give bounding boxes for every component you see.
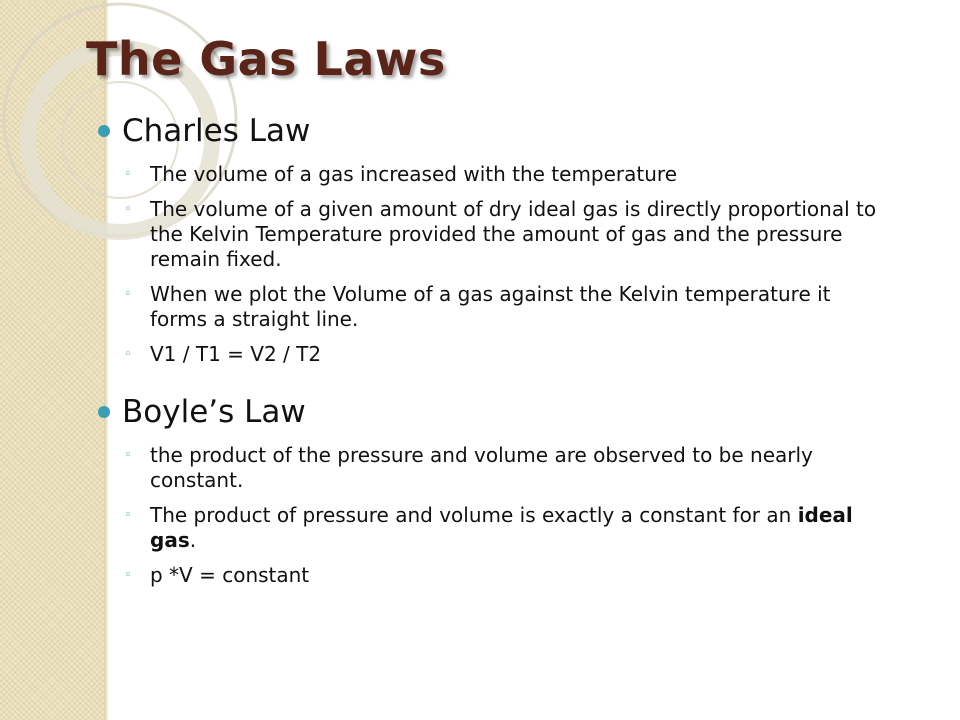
section-boyles-law <box>98 389 878 588</box>
list-item <box>98 563 878 588</box>
list-item-text: The volume of a gas increased with the temperature <box>150 162 678 186</box>
list-item-text: the product of the pressure and volume are observed to be nearly constant. <box>150 443 813 492</box>
list-item <box>98 197 878 272</box>
list-item-text: p *V = constant <box>150 563 310 587</box>
bold-term: ideal gas <box>150 503 853 552</box>
section-heading <box>98 108 878 154</box>
section-heading <box>98 389 878 435</box>
bullet-dot-icon <box>98 406 110 418</box>
list-item <box>98 162 878 187</box>
ring-bullet-icon: ◦ <box>124 448 132 463</box>
bullet-list <box>98 443 878 588</box>
section-charles-law <box>98 108 878 367</box>
ring-bullet-icon: ◦ <box>124 347 132 362</box>
list-item-text <box>150 503 853 552</box>
ring-bullet-icon: ◦ <box>124 568 132 583</box>
slide-title: The Gas Laws <box>86 32 446 86</box>
ring-bullet-icon: ◦ <box>124 287 132 302</box>
list-item <box>98 282 878 332</box>
ring-bullet-icon: ◦ <box>124 508 132 523</box>
bullet-dot-icon <box>98 125 110 137</box>
text-before: The product of pressure and volume is exactly a constant for an <box>150 503 798 527</box>
heading-text: Boyle’s Law <box>122 394 306 430</box>
text-after: . <box>189 528 197 552</box>
list-item-text: V1 / T1 = V2 / T2 <box>150 342 322 366</box>
list-item <box>98 342 878 367</box>
list-item <box>98 443 878 493</box>
heading-text: Charles Law <box>122 113 311 149</box>
slide-content <box>98 108 878 610</box>
bullet-list <box>98 162 878 367</box>
list-item-text: When we plot the Volume of a gas against the Kelvin temperature it forms a straight line. <box>150 282 831 331</box>
ring-bullet-icon: ◦ <box>124 202 132 217</box>
list-item <box>98 503 878 553</box>
ring-bullet-icon: ◦ <box>124 167 132 182</box>
list-item-text: The volume of a given amount of dry ideal gas is directly proportional to the Kelvin Temperature provided the amount of gas and the pressure remain fixed. <box>150 197 877 271</box>
